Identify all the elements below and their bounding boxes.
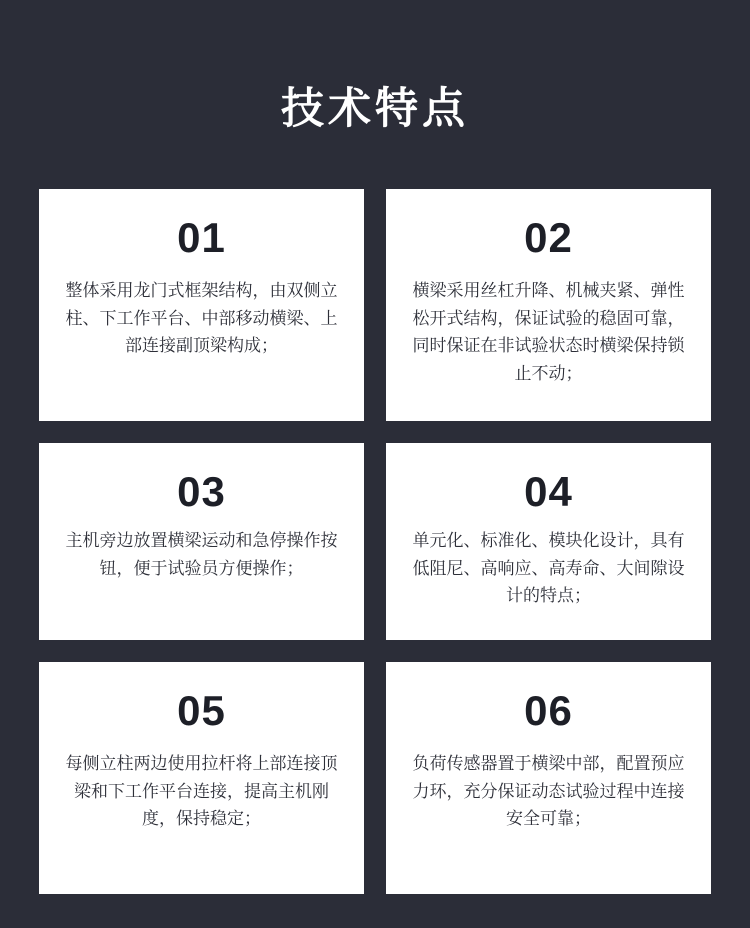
feature-card [39,443,364,640]
feature-card-number: 06 [524,687,573,734]
page-title: 技术特点 [281,85,469,133]
feature-card [39,189,364,421]
feature-card-text: 主机旁边放置横梁运动和急停操作按钮，便于试验员方便操作； [65,531,338,578]
feature-card [386,443,711,640]
feature-card-number: 03 [177,468,226,515]
feature-card [386,189,711,421]
feature-cards-grid [39,131,711,894]
feature-card-text: 单元化、标准化、模块化设计，具有低阻尼、高响应、高寿命、大间隙设计的特点； [412,531,685,606]
feature-card-text: 负荷传感器置于横梁中部，配置预应力环，充分保证动态试验过程中连接安全可靠； [412,754,685,829]
feature-card [39,662,364,894]
feature-card [386,662,711,894]
feature-card-number: 01 [177,214,226,261]
feature-card-number: 02 [524,214,573,261]
feature-card-text: 每侧立柱两边使用拉杆将上部连接顶梁和下工作平台连接，提高主机刚度，保持稳定； [65,754,338,829]
feature-card-number: 04 [524,468,573,515]
feature-card-number: 05 [177,687,226,734]
feature-card-text: 整体采用龙门式框架结构，由双侧立柱、下工作平台、中部移动横梁、上部连接副顶梁构成； [65,281,338,356]
feature-card-text: 横梁采用丝杠升降、机械夹紧、弹性松开式结构，保证试验的稳固可靠，同时保证在非试验状态时横梁保持锁止不动； [412,281,685,383]
